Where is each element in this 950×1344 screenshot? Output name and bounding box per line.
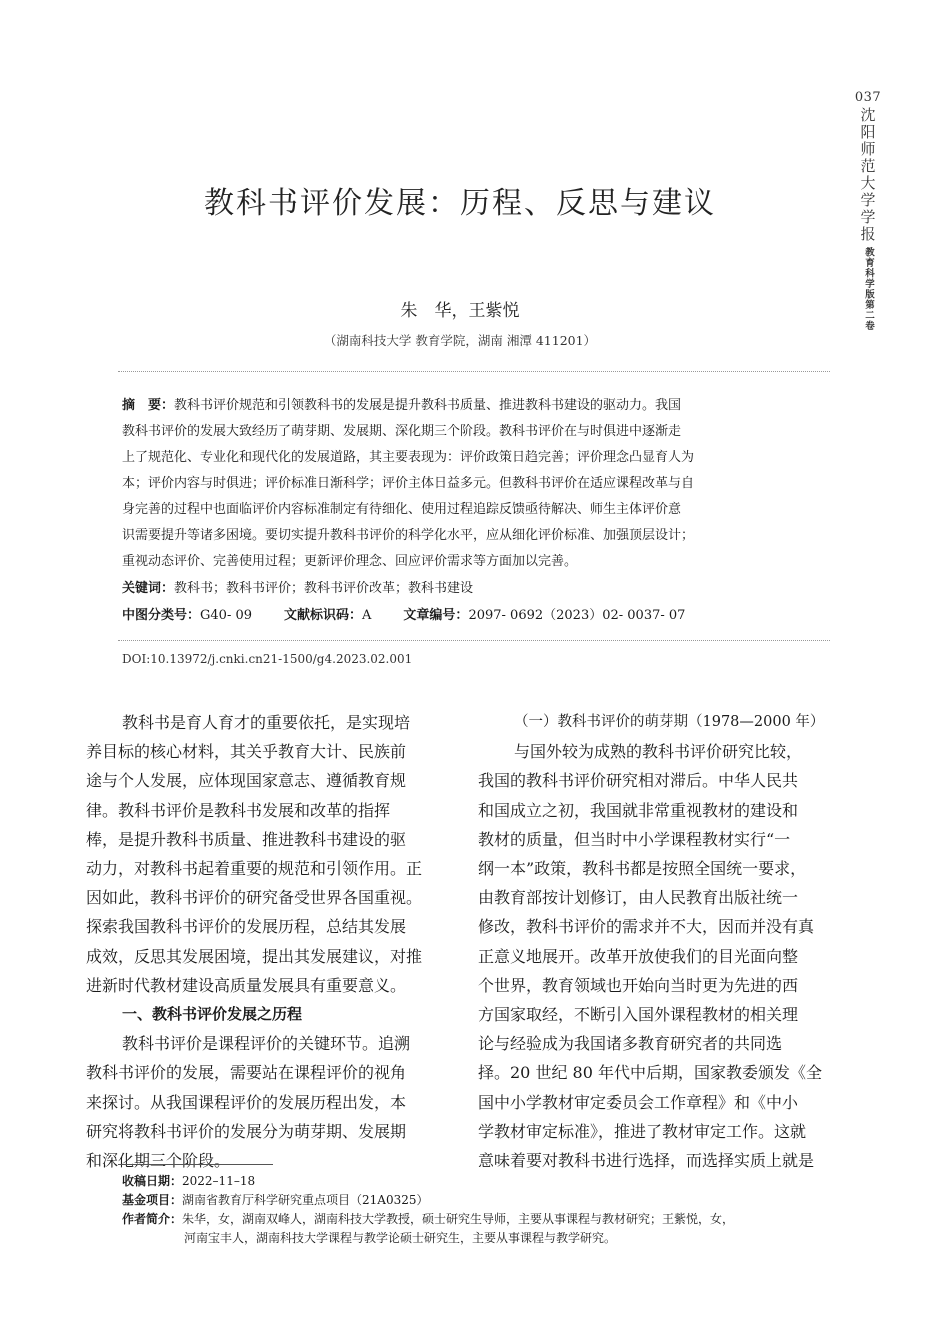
bottom-divider [118,640,830,641]
body-line: 成效，反思其发展困境，提出其发展建议，对推 [86,946,423,966]
article-affiliation: （湖南科技大学 教育学院，湖南 湘潭 411201） [323,333,597,348]
footnotes [122,1172,842,1248]
body-line: 和深化期三个阶段。 [86,1151,231,1171]
footnote-rule [118,1164,273,1165]
body-line: 教科书评价的发展，需要站在课程评价的视角 [86,1063,407,1083]
body-line: 由教育部按计划修订，由人民教育出版社统一 [478,888,799,908]
body-line: 个世界，教育领域也开始向当时更为先进的西 [478,975,799,995]
body-line: 正意义地展开。改革开放使我们的目光面向整 [478,946,799,966]
body-line: 途与个人发展，应体现国家意志、遵循教育规 [86,771,407,791]
body-line: 进新时代教材建设高质量发展具有重要意义。 [86,975,407,995]
abstract-line: 本；评价内容与时俱进；评价标准日渐科学；评价主体日益多元。但教科书评价在适应课程改革与自 [122,476,695,491]
journal-name-last: 学报 [858,209,877,243]
body-line: 国中小学教材审定委员会工作章程》和《中小 [478,1092,799,1112]
abstract-line: 识需要提升等诸多困境。要切实提升教科书评价的科学化水平，应从细化评价标准、加强顶层设计； [122,528,695,543]
body-line: 我国的教科书评价研究相对滞后。中华人民共 [478,771,799,791]
journal-name [858,107,879,243]
body-line: 论与经验成为我国诸多教育研究者的共同选 [478,1034,783,1054]
body-line: 修改，教科书评价的需求并不大，因而并没有真 [478,917,815,937]
body-line: 纲一本”政策，教科书都是按照全国统一要求， [478,859,807,879]
abstract-line: 摘 要：教科书评价规范和引领教科书的发展是提升教科书质量、推进教科书建设的驱动力。我国 [122,398,682,413]
doi: DOI:10.13972/j.cnki.cn21-1500/g4.2023.02.001 [122,652,413,666]
body-line: 与国外较为成熟的教科书评价研究比较， [514,742,803,762]
body-line: 择。20 世纪 80 年代中后期，国家教委颁发《全 [478,1063,822,1083]
article-title: 教科书评价发展：历程、反思与建议 [204,186,716,221]
abstract-line: 教科书评价的发展大致经历了萌芽期、发展期、深化期三个阶段。教科书评价在与时俱进中逐渐走 [122,424,682,439]
doc-code-value: A [362,608,372,623]
doc-code-label: 文献标识码： [284,608,363,623]
body-line: 和国成立之初，我国就非常重视教材的建设和 [478,800,799,820]
abstract-label: 摘 要： [122,398,175,413]
body-line: 探索我国教科书评价的发展历程，总结其发展 [86,917,407,937]
abstract [122,393,828,575]
body-line: 学教材审定标准》，推进了教材审定工作。这就 [478,1121,807,1141]
subsection-heading: （一）教科书评价的萌芽期（1978—2000 年） [514,714,825,730]
top-divider [118,371,830,372]
keywords [122,577,473,596]
journal-name-main: 沈阳师范大学 [858,107,877,209]
body-line: 律。教科书评价是教科书发展和改革的指挥 [86,800,391,820]
clc-value: G40- 09 [200,608,253,623]
section-heading: 一、教科书评价发展之历程 [122,1005,303,1024]
classification-row [122,604,685,623]
body-line: 养目标的核心材料，其关乎教育大计、民族前 [86,742,407,762]
journal-edition: 教育科学版第二卷 [863,247,874,331]
clc-label: 中图分类号： [122,608,201,623]
article-id-label: 文章编号： [403,608,469,623]
body-line: 研究将教科书评价的发展分为萌芽期、发展期 [86,1121,407,1141]
body-line: 棒，是提升教科书质量、推进教科书建设的驱 [86,829,407,849]
abstract-line: 重视动态评价、完善使用过程；更新评价理念、回应评价需求等方面加以完善。 [122,554,578,569]
body-line: 教材的质量，但当时中小学课程教材实行“一 [478,829,791,849]
body-left-column [86,708,446,1175]
body-line: 方国家取经，不断引入国外课程教材的相关理 [478,1005,799,1025]
body-line: 教科书评价是课程评价的关键环节。追溯 [122,1034,411,1054]
abstract-line: 身完善的过程中也面临评价内容标准制定有待细化、使用过程追踪反馈亟待解决、师生主体评价意 [122,502,682,517]
body-line: 来探讨。从我国课程评价的发展历程出发，本 [86,1092,407,1112]
article-authors: 朱 华，王紫悦 [400,301,520,321]
body-right-column [478,708,838,1175]
body-line: 意味着要对教科书进行选择，而选择实质上就是 [478,1151,815,1171]
fund-project: 基金项目： 湖南省教育厅科学研究重点项目（21A0325） [122,1193,429,1207]
body-line: 动力，对教科书起着重要的规范和引领作用。正 [86,859,423,879]
body-line: 因如此，教科书评价的研究备受世界各国重视。 [86,888,423,908]
author-bio-continued: 河南宝丰人，湖南科技大学课程与教学论硕士研究生，主要从事课程与教学研究。 [184,1231,617,1245]
received-date: 收稿日期： 2022–11–18 [122,1174,256,1188]
author-bio: 作者简介： 朱华，女，湖南双峰人，湖南科技大学教授，硕士研究生导师，主要从事课程与教材研究；王紫悦，女， [122,1212,735,1226]
article-id-value: 2097- 0692（2023）02- 0037- 07 [468,608,686,623]
page-number: 037 [854,90,882,105]
body-line: 教科书是育人育才的重要依托，是实现培 [122,713,411,732]
keywords-label: 关键词： [122,581,175,596]
abstract-line: 上了规范化、专业化和现代化的发展道路，其主要表现为：评价政策日趋完善；评价理念凸显育人为 [122,450,695,465]
keywords-value: 教科书；教科书评价；教科书评价改革；教科书建设 [174,581,474,596]
